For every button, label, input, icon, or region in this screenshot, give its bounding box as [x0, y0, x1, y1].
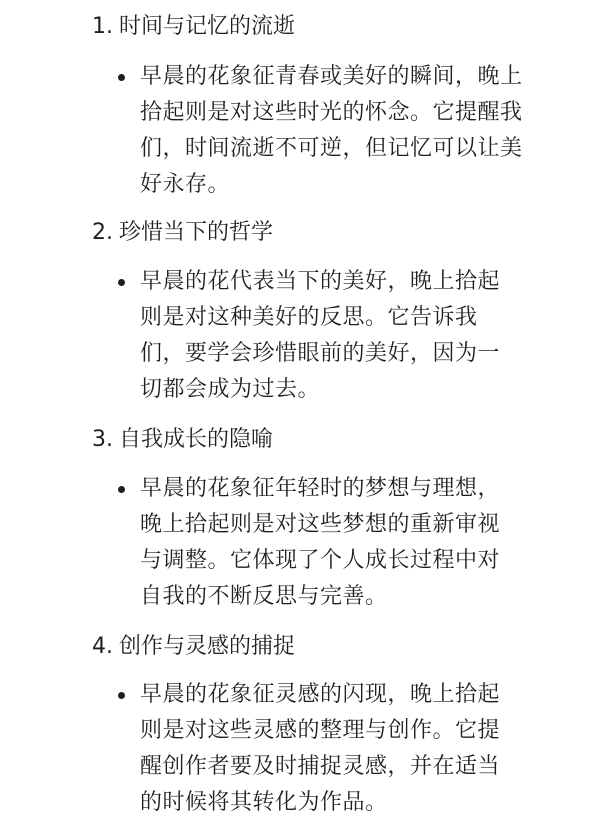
section-title: 珍惜当下的哲学	[119, 220, 274, 245]
section-title: 自我成长的隐喻	[119, 427, 274, 452]
section-number: 4.	[92, 634, 113, 659]
paragraph-line: 自我的不断反思与完善。	[140, 584, 388, 609]
paragraph-line: 早晨的花代表当下的美好，晚上拾起	[140, 269, 501, 294]
paragraph-line: 好永存。	[140, 172, 231, 197]
paragraph-line: 们，要学会珍惜眼前的美好，因为一	[140, 341, 501, 366]
section-heading	[92, 425, 273, 455]
section-heading	[92, 632, 295, 662]
bullet-icon	[118, 74, 125, 81]
section-title: 创作与灵感的捕捉	[119, 634, 296, 659]
paragraph-line: 早晨的花象征青春或美好的瞬间，晚上	[140, 64, 523, 89]
section-number: 2.	[92, 220, 113, 245]
section-heading	[92, 218, 273, 248]
paragraph-line: 醒创作者要及时捕捉灵感，并在适当	[140, 754, 501, 779]
section-number: 1.	[92, 14, 113, 39]
section-paragraph	[140, 264, 580, 408]
paragraph-line: 拾起则是对这些时光的怀念。它提醒我	[140, 100, 523, 125]
section-paragraph	[140, 471, 580, 615]
paragraph-line: 则是对这种美好的反思。它告诉我	[140, 305, 478, 330]
paragraph-line: 切都会成为过去。	[140, 377, 321, 402]
bullet-icon	[118, 279, 125, 286]
paragraph-line: 早晨的花象征年轻时的梦想与理想，	[140, 476, 501, 501]
section-paragraph	[140, 677, 580, 821]
bullet-icon	[118, 486, 125, 493]
section-title: 时间与记忆的流逝	[119, 14, 296, 39]
paragraph-line: 们，时间流逝不可逆，但记忆可以让美	[140, 136, 523, 161]
paragraph-line: 的时候将其转化为作品。	[140, 790, 388, 815]
paragraph-line: 与调整。它体现了个人成长过程中对	[140, 548, 501, 573]
bullet-icon	[118, 692, 125, 699]
paragraph-line: 则是对这些灵感的整理与创作。它提	[140, 718, 501, 743]
section-number: 3.	[92, 427, 113, 452]
paragraph-line: 晚上拾起则是对这些梦想的重新审视	[140, 512, 501, 537]
paragraph-line: 早晨的花象征灵感的闪现，晚上拾起	[140, 682, 501, 707]
section-heading	[92, 12, 295, 42]
section-paragraph	[140, 59, 580, 203]
